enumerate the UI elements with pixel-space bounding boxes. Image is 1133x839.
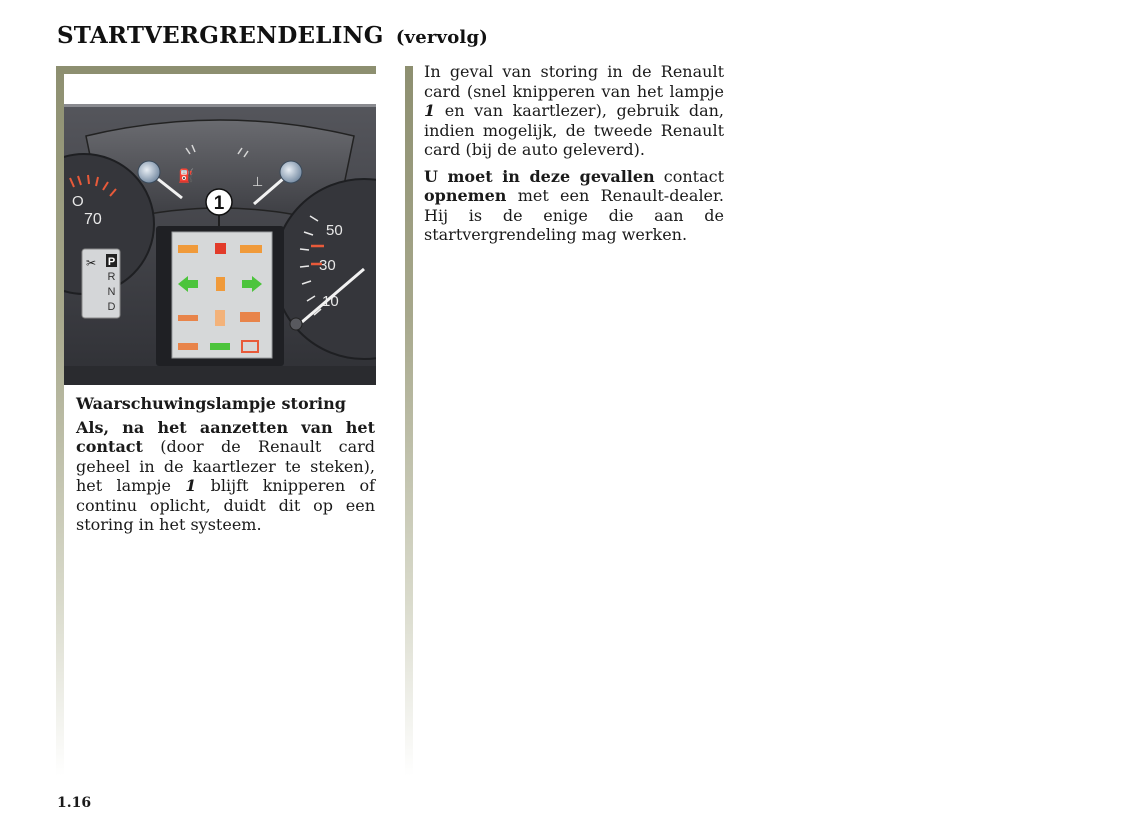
- dashboard-illustration: [64, 74, 376, 385]
- title-subtitle: (vervolg): [395, 27, 488, 48]
- right-paragraph-2: [424, 167, 724, 245]
- light-battery-icon: [240, 312, 260, 322]
- left-column-text: [76, 394, 375, 535]
- left-column-bar: [56, 66, 64, 776]
- gear-d: D: [107, 301, 116, 313]
- right-column-bar: [405, 66, 413, 776]
- right-p2-bold2: opnemen: [424, 186, 507, 205]
- light-fuel-icon: [216, 277, 225, 291]
- left-p1-text2: blijft knipperen of continu oplicht, duidt dit op een storing in het systeem.: [76, 476, 376, 534]
- light-beam-icon: [210, 343, 230, 350]
- right-gauge-label-1: 50: [326, 222, 343, 239]
- right-gauge-label-2: 30: [319, 257, 336, 274]
- light-seatbelt-icon: [215, 310, 225, 326]
- right-p1-ref: 1: [424, 101, 436, 120]
- gear-n: N: [107, 286, 116, 298]
- right-p2-text2: met een Renault-dealer. Hij is de enige die aan de startvergrendeling mag werken.: [424, 186, 724, 244]
- right-p1-text: In geval van storing in de Renault card (snel knipperen van het lampje: [424, 62, 724, 101]
- section-heading: Waarschuwingslampje storing: [76, 394, 346, 413]
- light-oil-icon: [178, 315, 198, 321]
- light-stop-icon: [178, 245, 198, 253]
- page-title: [57, 22, 488, 49]
- right-p2-text1: contact: [654, 166, 725, 186]
- left-p1-text: (door de Renault card geheel in de kaartlezer te steken), het lampje: [76, 437, 375, 495]
- fuel-gauge-knob: [138, 161, 160, 183]
- gearshift-icon: ✂: [86, 256, 97, 270]
- gear-r: R: [107, 271, 116, 283]
- temp-gauge-knob: [280, 161, 302, 183]
- left-gauge-label: 70: [84, 211, 102, 228]
- right-column-text: [424, 62, 724, 252]
- trip-reset-button: [290, 318, 302, 330]
- figure-top-bar: [56, 66, 376, 74]
- right-p1-text2: en van kaartlezer), gebruik dan, indien mogelijk, de tweede Renault card (bij de auto geleverd).: [424, 101, 724, 159]
- right-p2-bold1: U moet in deze gevallen: [424, 166, 655, 186]
- right-paragraph-1: [424, 62, 724, 160]
- fuel-pump-icon: ⛽: [178, 169, 195, 184]
- dashboard-svg: [64, 74, 376, 385]
- left-p1-bold: Als, na het aanzetten van het contact: [76, 417, 375, 456]
- title-main: STARTVERGRENDELING: [57, 22, 384, 49]
- page-number: 1.16: [57, 795, 92, 811]
- left-paragraph: [76, 418, 375, 535]
- startlock-warning-icon: [215, 243, 226, 254]
- light-brake-icon: [178, 343, 198, 350]
- gear-p: P: [107, 256, 116, 268]
- light-service-icon: [240, 245, 262, 253]
- left-p1-ref: 1: [185, 476, 197, 495]
- callout-number: 1: [213, 193, 225, 214]
- thermometer-icon: ⊥: [252, 175, 264, 190]
- right-gauge-label-3: 10: [322, 293, 339, 310]
- svg-text:O: O: [72, 193, 84, 210]
